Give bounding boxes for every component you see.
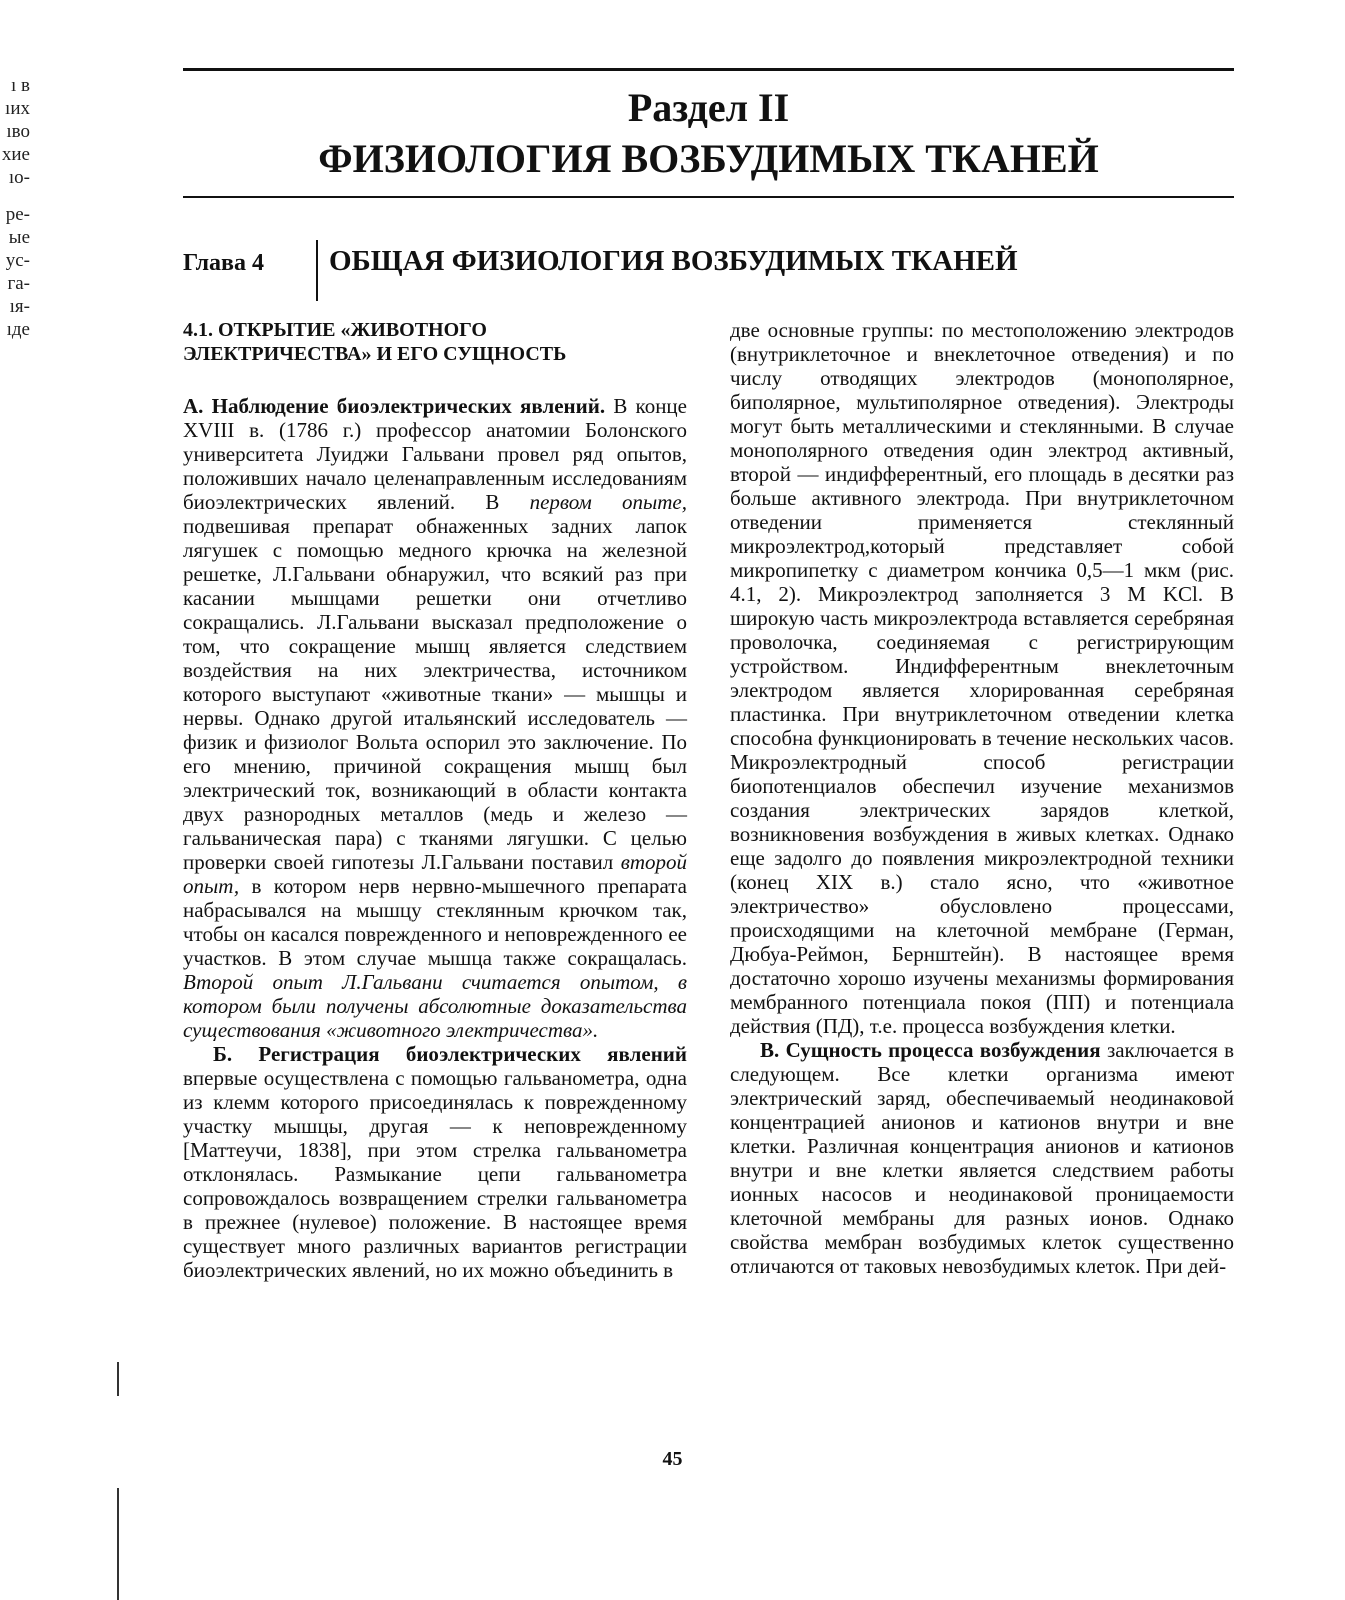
page-number: 45	[662, 1448, 683, 1470]
chapter-divider	[316, 240, 318, 301]
text-run: в котором нерв нервно-мышечного препарата набрасывался на мышцу стеклянным крючком так, чтобы он касался поврежденного и неповрежденного ее участков. В этом случае мышца также сокращалась.	[183, 874, 687, 970]
fragment-line: га-	[7, 273, 30, 294]
fragment-line: ıде	[6, 319, 30, 340]
fragment-line: хие	[1, 144, 30, 165]
paragraph-a-heading: А. Наблюдение биоэлектрических явлений.	[183, 394, 606, 418]
fragment-line: ре-	[5, 204, 30, 225]
left-column	[183, 318, 687, 1282]
paragraph-continued: две основные группы: по местоположению электродов (внутриклеточное и внеклеточное отведения) и по числу отводящих электродов (монополярное, биполярное, мультиполярное отведения). Электроды могут быть металлическими и стеклянными. В случае монополярного отведения один электрод активный, второй — индифферентный, его площадь в десятки раз больше активного электрода. При внутриклеточном отведении применяется стеклянный микроэлектрод,который представляет собой микропипетку с диаметром кончика 0,5—1 мкм (рис. 4.1, 2). Микроэлектрод заполняется 3 М KCl. В широкую часть микроэлектрода вставляется серебряная проволочка, соединяемая с регистрирующим устройством. Индифферентным внеклеточным электродом является хлорированная серебряная пластинка. При внутриклеточном отведении клетка способна функционировать в течение нескольких часов. Микроэлектродный способ регистрации биопотенциалов обеспечил изучение механизмов создания электрических зарядов клеткой, возникновения возбуждения в живых клетках. Однако еще задолго до появления микроэлектродной техники (конец XIX в.) стало ясно, что «животное электричество» обусловлено процессами, происходящими на клеточной мембране (Герман, Дюбуа-Реймон, Бернштейн). В настоящее время достаточно хорошо изучены механизмы формирования мембранного потенциала покоя (ПП) и потенциала действия (ПД), т.е. процесса возбуждения клетки.	[730, 318, 1234, 1038]
scan-margin-mark	[117, 1488, 119, 1600]
fragment-line: ıя-	[9, 296, 30, 317]
part-bottom-rule	[183, 196, 1234, 198]
paragraph-b-heading: Б. Регистрация биоэлектрических явлений	[213, 1042, 687, 1066]
text-run: впервые осуществлена с помощью гальванометра, одна из клемм которого присоединялась к поврежденному участку мышцы, другая — к неповрежденному [Маттеучи, 1838], при этом стрелка гальванометра отклонялась. Размыкание цепи гальванометра сопровождалось возвращением стрелки гальванометра в прежнее (нулевое) положение. В настоящее время существует много различных вариантов регистрации биоэлектрических явлений, но их можно объединить в	[183, 1066, 687, 1282]
section-title: 4.1. ОТКРЫТИЕ «ЖИВОТНОГО ЭЛЕКТРИЧЕСТВА» И ЕГО СУЩНОСТЬ	[183, 319, 567, 365]
fragment-line: ıих	[5, 98, 30, 119]
fragment-line: ые	[8, 227, 30, 248]
right-column	[730, 318, 1234, 1278]
text-run: В конце XVIII в. (1786 г.) профессор анатомии Болонского университета Луиджи Гальвани провел ряд опытов, положивших начало целенаправленным исследованиям биоэлектрических явлений. В	[183, 394, 687, 514]
italic-run: Второй опыт Л.Гальвани считается опытом, в котором были получены абсолютные доказательства существования «животного электричества».	[183, 970, 687, 1042]
adjacent-page-fragment	[0, 74, 30, 341]
paragraph-v-heading: В. Сущность процесса возбуждения	[760, 1038, 1101, 1062]
chapter-label: Глава 4	[183, 250, 264, 276]
fragment-gap	[0, 189, 30, 203]
fragment-line: ус-	[5, 250, 30, 271]
text-run: заключается в следующем. Все клетки организма имеют электрический заряд, обеспечиваемый неодинаковой концентрацией анионов и катионов внутри и вне клетки. Различная концентрация анионов и катионов внутри и вне клетки является следствием работы ионных насосов и неодинаковой проницаемости клеточной мембраны для разных ионов. Однако свойства мембран возбудимых клеток существенно отличаются от таковых невозбудимых клеток. При дей-	[730, 1038, 1234, 1278]
text-run: подвешивая препарат обнаженных задних лапок лягушек с помощью медного крючка на железной решетке, Л.Гальвани обнаружил, что всякий раз при касании мышцами решетки они отчетливо сокращались. Л.Гальвани высказал предположение о том, что сокращение мышц является следствием воздействия на них электричества, источником которого выступают «животные ткани» — мышцы и нервы. Однако другой итальянский исследователь — физик и физиолог Вольта оспорил это заключение. По его мнению, причиной сокращения мышц был электрический ток, возникающий в области контакта двух разнородных металлов (медь и железо — гальваническая пара) с тканями лягушки. С целью проверки своей гипотезы Л.Гальвани поставил	[183, 514, 687, 874]
paragraph-v	[730, 1038, 1234, 1278]
part-title: ФИЗИОЛОГИЯ ВОЗБУДИМЫХ ТКАНЕЙ	[318, 136, 1099, 181]
fragment-line: ıо-	[8, 167, 30, 188]
chapter-title: ОБЩАЯ ФИЗИОЛОГИЯ ВОЗБУДИМЫХ ТКАНЕЙ	[329, 245, 1018, 277]
fragment-line: ıво	[6, 121, 30, 142]
scan-margin-mark	[117, 1362, 119, 1396]
paragraph-a	[183, 394, 687, 1042]
italic-run: первом опыте,	[529, 490, 687, 514]
part-label: Раздел II	[627, 85, 790, 130]
italic-run: второй опыт,	[183, 850, 687, 898]
fragment-line: ı в	[11, 75, 30, 96]
top-rule	[183, 68, 1234, 71]
paragraph-b	[183, 1042, 687, 1282]
